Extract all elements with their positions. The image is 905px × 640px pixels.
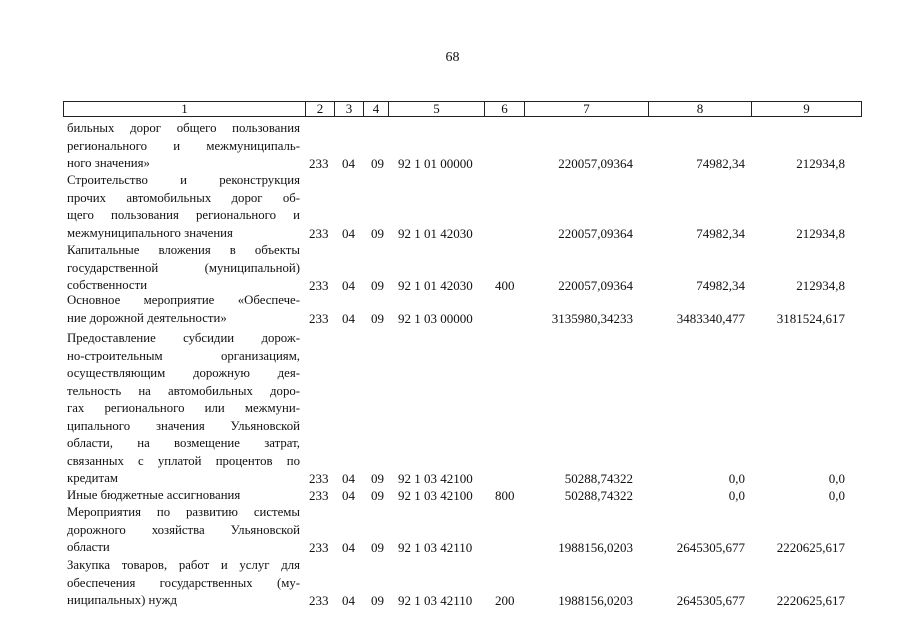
row-description [67,120,300,173]
row-description [67,557,300,610]
description-line: ниципальных) нужд [67,593,177,607]
header-col-9: 9 [803,101,810,116]
cell-c2: 233 [309,225,329,241]
description-line: регионального и межмуниципаль- [67,138,300,153]
cell-c8: 2645305,677 [676,540,745,555]
cell-c5: 92 1 01 42030 [398,278,473,293]
cell-c3: 04 [342,593,355,608]
header-col-7: 7 [525,102,649,116]
cell-c3: 04 [342,278,355,293]
description-line: государственной (муниципальной) [67,260,300,275]
cell-c8: 74982,34 [696,225,745,241]
cell-c3: 04 [342,540,355,555]
cell-c7: 220057,09364 [558,156,633,171]
header-col-8: 8 [649,102,752,116]
description-line: Закупка товаров, работ и услуг для [67,558,300,572]
header-col-4: 4 [364,102,389,116]
description-line: ципального значения Ульяновской [67,418,300,433]
cell-c3: 04 [342,156,355,171]
description-line: связанных с уплатой процентов по [67,453,300,468]
description-line: осуществляющим дорожную дея- [67,366,300,380]
cell-c2: 233 [309,471,329,486]
cell-c4: 09 [371,471,384,486]
cell-c2: 233 [309,310,329,326]
cell-c8: 74982,34 [696,156,745,171]
cell-c4: 09 [371,488,384,503]
cell-c4: 09 [371,278,384,293]
cell-c8: 0,0 [728,471,745,486]
row-description [67,172,300,242]
description-line: области [67,540,110,554]
description-line: межмуниципального значения [67,225,233,240]
description-line: ного значения» [67,156,150,170]
cell-c4: 09 [371,156,384,171]
cell-c8: 0,0 [728,488,745,503]
cell-c6: 400 [495,278,515,293]
cell-c8: 2645305,677 [676,593,745,608]
row-description [67,330,300,488]
cell-c5: 92 1 01 42030 [398,225,473,241]
description-line: Иные бюджетные ассигнования [67,488,241,502]
cell-c7: 50288,74322 [564,471,633,486]
cell-c7: 3135980,34233 [551,310,633,326]
cell-c7: 1988156,0203 [558,540,633,555]
header-col-6: 6 [485,102,525,116]
description-line: щего пользования регионального и [67,208,300,222]
description-line: Строительство и реконструкция [67,173,300,187]
cell-c5: 92 1 03 42110 [398,540,473,555]
cell-c8: 3483340,477 [676,310,745,326]
cell-c7: 220057,09364 [558,278,633,293]
cell-c8: 74982,34 [696,278,745,293]
cell-c9: 2220625,617 [776,593,845,608]
header-col-1: 1 [64,102,306,116]
cell-c9: 3181524,617 [776,310,845,326]
cell-c3: 04 [342,310,355,326]
cell-c5: 92 1 03 42100 [398,488,473,503]
row-description [67,242,300,295]
cell-c5: 92 1 01 00000 [398,156,473,171]
cell-c4: 09 [371,225,384,241]
description-line: собственности [67,278,148,292]
header-col-2: 2 [306,102,335,116]
table-header [63,101,862,117]
cell-c3: 04 [342,225,355,241]
cell-c5: 92 1 03 42110 [398,593,473,608]
cell-c7: 220057,09364 [558,225,633,241]
cell-c7: 1988156,0203 [558,593,633,608]
cell-c4: 09 [371,310,384,326]
cell-c3: 04 [342,488,355,503]
cell-c9: 2220625,617 [776,540,845,555]
description-line: бильных дорог общего пользования [67,121,300,135]
cell-c2: 233 [309,156,329,171]
cell-c6: 800 [495,488,515,503]
description-line: Мероприятия по развитию системы [67,505,300,519]
cell-c5: 92 1 03 00000 [398,310,473,326]
description-line: прочих автомобильных дорог об- [67,190,300,205]
description-line: Капитальные вложения в объекты [67,243,300,257]
cell-c9: 212934,8 [796,225,845,241]
description-line: кредитам [67,471,119,485]
header-col-3: 3 [335,102,364,116]
cell-c2: 233 [309,488,329,503]
header-col-5: 5 [389,102,485,116]
description-line: области, на возмещение затрат, [67,436,300,450]
cell-c9: 0,0 [828,488,845,503]
cell-c5: 92 1 03 42100 [398,471,473,486]
description-line: ние дорожной деятельности» [67,310,227,325]
cell-c4: 09 [371,593,384,608]
cell-c7: 50288,74322 [564,488,633,503]
cell-c3: 04 [342,471,355,486]
row-description [67,487,300,505]
cell-c6: 200 [495,593,515,608]
cell-c2: 233 [309,593,329,608]
cell-c2: 233 [309,540,329,555]
cell-c9: 212934,8 [796,278,845,293]
cell-c2: 233 [309,278,329,293]
row-description [67,292,300,327]
description-line: обеспечения государственных (му- [67,575,300,590]
description-line: но-строительным организациям, [67,348,300,363]
cell-c9: 0,0 [828,471,845,486]
row-description [67,504,300,557]
description-line: Предоставление субсидии дорож- [67,331,300,345]
description-line: тельность на автомобильных доро- [67,383,300,398]
description-line: дорожного хозяйства Ульяновской [67,522,300,537]
cell-c9: 212934,8 [796,156,845,171]
page-number: 68 [445,50,460,65]
description-line: гах регионального или межмуни- [67,401,300,415]
cell-c4: 09 [371,540,384,555]
description-line: Основное мероприятие «Обеспече- [67,293,300,307]
